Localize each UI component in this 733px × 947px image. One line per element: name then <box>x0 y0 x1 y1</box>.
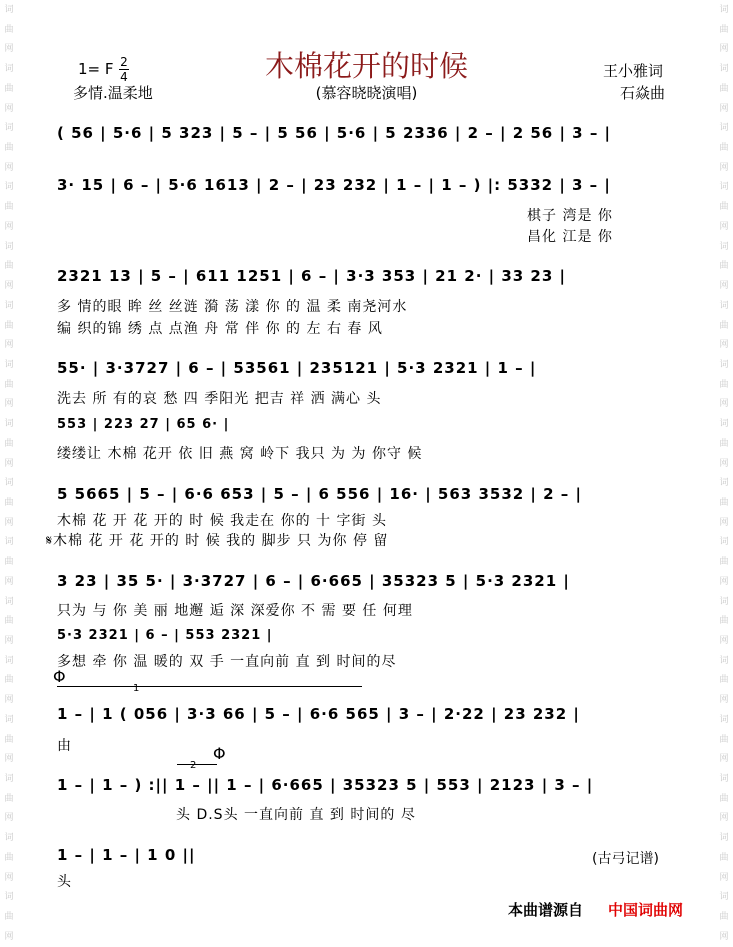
watermark-glyph: 曲 <box>4 379 14 390</box>
score-row-3-lyric-1: 多 情的眼 眸 丝 丝涟 漪 荡 漾 你 的 温 柔 南尧河水 <box>57 299 408 315</box>
first-ending-bracket <box>57 686 362 687</box>
score-row-6-lyric-2: 𝄋木棉 花 开 花 开的 时 候 我的 脚步 只 为你 停 留 <box>46 533 389 549</box>
score-row-5-notes: 553 | 223 27 | 65 6· | <box>57 417 230 432</box>
watermark-column-right <box>715 0 733 947</box>
watermark-glyph: 网 <box>719 458 729 469</box>
score-row-9-notes: 1 – | 1 ( 056 | 3·3 66 | 5 – | 6·6 565 | 3 – | 2·22 | 23 232 | <box>57 705 580 723</box>
watermark-glyph: 曲 <box>4 616 14 627</box>
watermark-glyph: 词 <box>4 123 14 134</box>
score-row-3-notes: 2321 13 | 5 – | 611 1251 | 6 – | 3·3 353 | 21 2· | 33 23 | <box>57 267 566 285</box>
watermark-glyph: 词 <box>719 359 729 370</box>
watermark-glyph: 曲 <box>4 734 14 745</box>
song-subtitle: (慕容晓晓演唱) <box>315 84 418 102</box>
watermark-glyph: 曲 <box>4 793 14 804</box>
watermark-glyph: 曲 <box>4 261 14 272</box>
watermark-glyph: 曲 <box>719 675 729 686</box>
watermark-glyph: 词 <box>719 182 729 193</box>
time-signature-bottom: 4 <box>120 70 128 84</box>
watermark-glyph: 网 <box>719 44 729 55</box>
score-row-11-notes: 1 – | 1 – | 1 0 || <box>57 846 196 864</box>
watermark-glyph: 曲 <box>4 202 14 213</box>
second-ending-number: 2 <box>190 760 197 771</box>
score-row-2-lyric-1: 棋子 湾是 你 <box>527 208 613 224</box>
watermark-glyph: 词 <box>719 5 729 15</box>
watermark-glyph: 曲 <box>4 320 14 331</box>
watermark-glyph: 曲 <box>4 497 14 508</box>
first-ending-number: 1 <box>133 683 140 694</box>
watermark-glyph: 词 <box>719 64 729 75</box>
second-ending-bracket <box>177 764 217 765</box>
watermark-glyph: 词 <box>4 64 14 75</box>
watermark-glyph: 网 <box>4 695 14 706</box>
watermark-glyph: 词 <box>4 478 14 489</box>
watermark-glyph: 网 <box>719 872 729 883</box>
watermark-glyph: 网 <box>719 517 729 528</box>
score-row-2-lyric-2: 昌化 江是 你 <box>527 229 613 245</box>
watermark-glyph: 词 <box>719 419 729 430</box>
watermark-glyph: 词 <box>719 478 729 489</box>
score-row-5-lyric-1: 缕缕让 木棉 花开 依 旧 燕 窝 岭下 我只 为 为 你守 候 <box>57 446 423 462</box>
watermark-glyph: 网 <box>719 695 729 706</box>
watermark-glyph: 曲 <box>4 852 14 863</box>
watermark-glyph: 网 <box>4 517 14 528</box>
watermark-glyph: 网 <box>4 221 14 232</box>
score-row-6-lyric-1: 木棉 花 开 花 开的 时 候 我走在 你的 十 字街 头 <box>57 513 387 529</box>
watermark-glyph: 曲 <box>719 912 729 923</box>
watermark-glyph: 网 <box>719 340 729 351</box>
watermark-glyph: 词 <box>719 300 729 311</box>
watermark-glyph: 网 <box>719 931 729 942</box>
score-row-4-lyric-1: 洗去 所 有的哀 愁 四 季阳光 把吉 祥 洒 满心 头 <box>57 391 382 407</box>
watermark-glyph: 网 <box>4 754 14 765</box>
watermark-glyph: 词 <box>719 655 729 666</box>
score-row-2-notes: 3· 15 | 6 – | 5·6 1613 | 2 – | 23 232 | 1 – | 1 – ) |: 5332 | 3 – | <box>57 176 611 194</box>
watermark-glyph: 网 <box>4 931 14 942</box>
watermark-glyph: 词 <box>719 892 729 903</box>
watermark-glyph: 曲 <box>719 320 729 331</box>
watermark-glyph: 曲 <box>719 557 729 568</box>
composer-credit: 石焱曲 <box>620 84 666 102</box>
watermark-glyph: 网 <box>4 103 14 114</box>
watermark-glyph: 网 <box>719 162 729 173</box>
watermark-glyph: 词 <box>719 123 729 134</box>
watermark-glyph: 曲 <box>719 497 729 508</box>
watermark-glyph: 网 <box>4 281 14 292</box>
watermark-glyph: 曲 <box>4 912 14 923</box>
watermark-glyph: 网 <box>719 399 729 410</box>
score-row-1-notes: ( 56 | 5·6 | 5 323 | 5 – | 5 56 | 5·6 | 5 2336 | 2 – | 2 56 | 3 – | <box>57 124 612 142</box>
coda-sign-1: Φ <box>53 667 66 686</box>
watermark-glyph: 曲 <box>719 143 729 154</box>
watermark-glyph: 曲 <box>4 675 14 686</box>
score-row-9-lyric-1: 由 <box>57 738 72 754</box>
watermark-glyph: 词 <box>4 359 14 370</box>
watermark-glyph: 曲 <box>4 143 14 154</box>
watermark-glyph: 词 <box>4 714 14 725</box>
watermark-glyph: 词 <box>4 892 14 903</box>
watermark-glyph: 词 <box>719 537 729 548</box>
watermark-glyph: 词 <box>4 300 14 311</box>
watermark-column-left <box>0 0 18 947</box>
score-row-6-notes: 5 5665 | 5 – | 6·6 653 | 5 – | 6 556 | 16· | 563 3532 | 2 – | <box>57 485 582 503</box>
watermark-glyph: 网 <box>719 221 729 232</box>
watermark-glyph: 曲 <box>4 24 14 35</box>
time-signature-top: 2 <box>120 55 128 69</box>
tempo-marking: 多情.温柔地 <box>73 84 153 102</box>
watermark-glyph: 网 <box>719 103 729 114</box>
watermark-glyph: 网 <box>4 636 14 646</box>
watermark-glyph: 曲 <box>719 852 729 863</box>
watermark-glyph: 词 <box>4 537 14 548</box>
watermark-glyph: 词 <box>4 419 14 430</box>
score-row-7-notes: 3 23 | 35 5· | 3·3727 | 6 – | 6·665 | 35323 5 | 5·3 2321 | <box>57 572 570 590</box>
watermark-glyph: 曲 <box>719 379 729 390</box>
watermark-glyph: 网 <box>4 44 14 55</box>
watermark-glyph: 网 <box>719 813 729 824</box>
watermark-glyph: 网 <box>719 576 729 587</box>
watermark-glyph: 网 <box>4 162 14 173</box>
watermark-glyph: 词 <box>719 774 729 785</box>
watermark-glyph: 曲 <box>4 557 14 568</box>
watermark-glyph: 词 <box>719 241 729 252</box>
watermark-glyph: 曲 <box>719 793 729 804</box>
watermark-glyph: 词 <box>4 596 14 607</box>
score-row-10-lyric-1: 头 D.S头 一直向前 直 到 时间的 尽 <box>176 807 416 823</box>
watermark-glyph: 网 <box>4 813 14 824</box>
source-site-link[interactable]: 中国词曲网 <box>608 901 684 919</box>
song-title: 木棉花开的时候 <box>264 49 468 83</box>
watermark-glyph: 网 <box>4 399 14 410</box>
watermark-glyph: 网 <box>719 636 729 646</box>
watermark-glyph: 曲 <box>719 261 729 272</box>
watermark-glyph: 曲 <box>4 438 14 449</box>
score-row-8-notes: 5·3 2321 | 6 – | 553 2321 | <box>57 628 273 643</box>
watermark-glyph: 曲 <box>719 24 729 35</box>
watermark-glyph: 词 <box>4 655 14 666</box>
transcriber-credit: (古弓记谱) <box>592 851 659 867</box>
lyricist-credit: 王小雅词 <box>603 62 664 80</box>
source-label: 本曲谱源自 <box>508 901 584 919</box>
watermark-glyph: 曲 <box>719 616 729 627</box>
score-row-11-lyric-1: 头 <box>57 874 72 890</box>
watermark-glyph: 网 <box>4 340 14 351</box>
watermark-glyph: 词 <box>719 714 729 725</box>
score-row-3-lyric-2: 编 织的锦 绣 点 点渔 舟 常 伴 你 的 左 右 春 风 <box>57 321 383 337</box>
watermark-glyph: 词 <box>4 241 14 252</box>
watermark-glyph: 曲 <box>4 83 14 94</box>
watermark-glyph: 网 <box>719 754 729 765</box>
watermark-glyph: 网 <box>4 458 14 469</box>
watermark-glyph: 词 <box>719 833 729 844</box>
coda-sign-2: Φ <box>213 744 226 763</box>
watermark-glyph: 网 <box>4 576 14 587</box>
watermark-glyph: 词 <box>4 182 14 193</box>
watermark-glyph: 曲 <box>719 83 729 94</box>
key-signature: 1= F <box>78 60 114 78</box>
watermark-glyph: 词 <box>719 596 729 607</box>
watermark-glyph: 曲 <box>719 202 729 213</box>
watermark-glyph: 曲 <box>719 734 729 745</box>
watermark-glyph: 词 <box>4 5 14 15</box>
score-row-10-notes: 1 – | 1 – ) :|| 1 – || 1 – | 6·665 | 35323 5 | 553 | 2123 | 3 – | <box>57 776 594 794</box>
watermark-glyph: 网 <box>719 281 729 292</box>
score-row-8-lyric-1: 多想 牵 你 温 暖的 双 手 一直向前 直 到 时间的尽 <box>57 654 397 670</box>
watermark-glyph: 词 <box>4 833 14 844</box>
watermark-glyph: 曲 <box>719 438 729 449</box>
watermark-glyph: 网 <box>4 872 14 883</box>
watermark-glyph: 词 <box>4 774 14 785</box>
score-row-4-notes: 55· | 3·3727 | 6 – | 53561 | 235121 | 5·3 2321 | 1 – | <box>57 359 537 377</box>
score-row-7-lyric-1: 只为 与 你 美 丽 地邂 逅 深 深爱你 不 需 要 任 何理 <box>57 603 413 619</box>
